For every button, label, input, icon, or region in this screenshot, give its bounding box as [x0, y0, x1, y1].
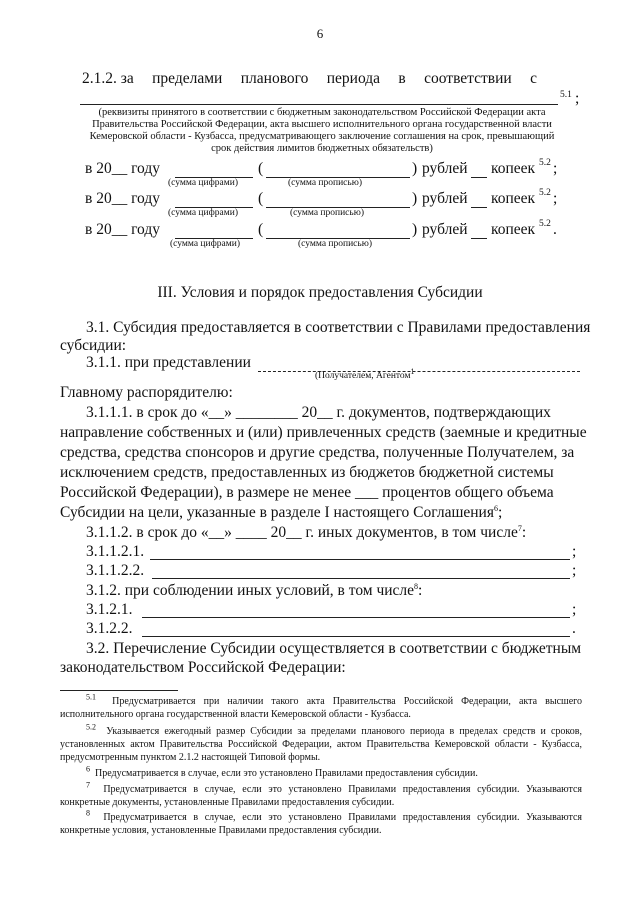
- footnote-ref-5-2: 5.2: [539, 219, 551, 229]
- clause-3-1-1-cont: Главному распорядителю:: [60, 384, 233, 401]
- caption-digits: (сумма цифрами): [170, 239, 240, 249]
- footnote-ref-5-2: 5.2: [539, 158, 551, 168]
- row-end: ;: [553, 160, 558, 177]
- clause-2-1-2-word: с: [530, 70, 537, 87]
- rubles-label: рублей: [422, 190, 468, 207]
- row-end: ;: [553, 190, 558, 207]
- row-end: .: [553, 221, 557, 238]
- footnote-text: Предусматривается в случае, если это установлено Правилами предоставления субсидии. Указываются конкретные документы, установленные Правилами предоставления субсидии.: [60, 784, 583, 808]
- clause-3-1-2-text: 3.1.2. при соблюдении иных условий, в том числе: [86, 582, 415, 599]
- line-end-semicolon: ;: [572, 543, 577, 560]
- footnote-5-1: [60, 692, 583, 721]
- requisites-caption: (реквизиты принятого в соответствии с бюджетным законодательством Российской Федерации акта Правительства Российской Федерации, акта высшего исполнительного органа государственной власти Кемеровской области - Кузбасса, предусматривающего заключение соглашения на срок, превышающий срок действия лимитов бюджетных обязательств): [89, 107, 555, 154]
- clause-3-1-1: 3.1.1. при представлении: [86, 354, 251, 371]
- kopecks-line: [471, 207, 487, 208]
- fill-line: [142, 617, 570, 618]
- footnote-mark: 8: [86, 808, 90, 818]
- footnote-text: Предусматривается в случае, если это установлено Правилами предоставления субсидии.: [95, 768, 478, 779]
- recipient-caption: [315, 366, 415, 381]
- clause-3-1-1-1-last: [60, 504, 502, 522]
- footnote-text: Предусматривается в случае, если это установлено Правилами предоставления субсидии. Указываются конкретные условия, установленные Правилами предоставления субсидии.: [60, 812, 583, 836]
- year-label: в 20__ году: [85, 221, 160, 238]
- paren-open: (: [258, 221, 264, 238]
- year-label: в 20__ году: [85, 160, 160, 177]
- paren-close: ): [412, 160, 418, 177]
- rubles-label: рублей: [422, 221, 468, 238]
- kopecks-line: [471, 177, 487, 178]
- year-label: в 20__ году: [85, 190, 160, 207]
- clause-3-1-1-1-line: исключением средств, предоставленных из бюджетов бюджетной системы: [60, 464, 554, 481]
- paren-open: (: [258, 160, 264, 177]
- footnote-text: Предусматривается при наличии такого акта Правительства Российской Федерации, акта высшего исполнительного органа государственной власти Кемеровской области - Кузбасса.: [60, 696, 583, 720]
- caption-digits: (сумма цифрами): [168, 208, 238, 218]
- clause-2-1-2-word: периода: [326, 70, 381, 87]
- footnote-mark: 5.1: [86, 692, 96, 702]
- clause-3-1-1-2-text: 3.1.1.2. в срок до «__» ____ 20__ г. иных документов, в том числе: [86, 524, 518, 541]
- line-end-semicolon: ;: [572, 562, 577, 579]
- clause-3-2-line1: 3.2. Перечисление Субсидии осуществляется в соответствии с бюджетным: [86, 640, 582, 657]
- clause-3-1-line2: субсидии:: [60, 337, 127, 354]
- caption-words: (сумма прописью): [288, 178, 362, 188]
- fill-line: [150, 559, 570, 560]
- paren-close: ): [412, 221, 418, 238]
- caption-digits: (сумма цифрами): [168, 178, 238, 188]
- clause-3-1-2: [86, 582, 422, 600]
- clause-3-1-1-2-2: 3.1.1.2.2.: [86, 562, 145, 579]
- clause-3-1-1-1-text: Субсидии на цели, указанные в разделе I настоящего Соглашения: [60, 504, 494, 521]
- clause-3-1-1-1-end: ;: [498, 504, 503, 521]
- clause-2-1-2-word: 2.1.2. за: [82, 70, 134, 87]
- footnote-6: [60, 764, 582, 780]
- footnote-ref-8: 8: [414, 581, 419, 591]
- clause-3-1-line1: 3.1. Субсидия предоставляется в соответствии с Правилами предоставления: [86, 319, 591, 336]
- clause-3-1-2-end: :: [418, 582, 423, 599]
- kopecks-label: копеек: [491, 160, 536, 177]
- clause-3-1-1-1-line: средства, средства спонсоров и другие средства, полученные Получателем, за: [60, 444, 575, 461]
- recipient-caption-text: (Получателем, Агентом: [315, 371, 411, 381]
- footnote-ref-5-1: 5.1: [560, 90, 572, 100]
- footnote-ref-7: 7: [517, 523, 522, 533]
- recipient-fill-line: [258, 371, 580, 372]
- footnote-mark: 7: [86, 780, 90, 790]
- footnote-separator: [60, 690, 178, 691]
- clause-3-1-2-1: 3.1.2.1.: [86, 601, 133, 618]
- paren-close: ): [412, 190, 418, 207]
- footnote-ref-5-2: 5.2: [539, 188, 551, 198]
- clause-3-1-1-1-line: 3.1.1.1. в срок до «__» ________ 20__ г. документов, подтверждающих: [86, 404, 551, 421]
- clause-3-1-1-1-line: Российской Федерации), в размере не менее ___ процентов общего объема: [60, 484, 554, 501]
- caption-words: (сумма прописью): [290, 208, 364, 218]
- paren-open: (: [258, 190, 264, 207]
- footnote-7: [60, 780, 583, 809]
- footnote-5-2: [60, 722, 582, 764]
- requisites-fill-line: [80, 104, 558, 105]
- footnote-ref-6: 6: [494, 503, 498, 513]
- clause-2-1-2-word: в: [398, 70, 406, 87]
- footnote-8: [60, 808, 583, 837]
- kopecks-label: копеек: [491, 221, 536, 238]
- fill-line: [142, 636, 570, 637]
- caption-words: (сумма прописью): [298, 239, 372, 249]
- clause-2-1-2-word: соответствии: [424, 70, 512, 87]
- rubles-label: рублей: [422, 160, 468, 177]
- clause-3-2-line2: законодательством Российской Федерации:: [60, 659, 346, 676]
- clause-2-1-2: [82, 70, 537, 88]
- kopecks-label: копеек: [491, 190, 536, 207]
- clause-2-1-2-word: пределами: [152, 70, 223, 87]
- clause-3-1-2-2: 3.1.2.2.: [86, 620, 133, 637]
- clause-2-1-2-word: планового: [240, 70, 309, 87]
- line-end-dot: .: [572, 620, 576, 637]
- clause-3-1-1-2-1: 3.1.1.2.1.: [86, 543, 145, 560]
- footnote-ref-1: 1: [410, 366, 415, 376]
- section-title: III. Условия и порядок предоставления Субсидии: [157, 284, 483, 301]
- footnote-mark: 5.2: [86, 722, 96, 732]
- footnote-text: Указывается ежегодный размер Субсидии за пределами планового периода в пределах средств и сроков, установленных актом Правительства Российской Федерации, актом Правительства Кемеровской области - Кузбасса, предусмотренным пунктом 2.1.2 настоящей Типовой формы.: [60, 726, 582, 763]
- kopecks-line: [471, 238, 487, 239]
- footnote-mark: 6: [86, 764, 90, 774]
- clause-3-1-1-1-line: направление собственных и (или) привлеченных средств (заемные и кредитные: [60, 424, 587, 441]
- page-number: 6: [316, 26, 324, 41]
- fill-line: [152, 578, 570, 579]
- line-end-semicolon: ;: [572, 601, 577, 618]
- clause-2-1-2-end: ;: [575, 90, 580, 107]
- clause-3-1-1-2-end: :: [521, 524, 527, 541]
- clause-3-1-1-2: [86, 524, 526, 542]
